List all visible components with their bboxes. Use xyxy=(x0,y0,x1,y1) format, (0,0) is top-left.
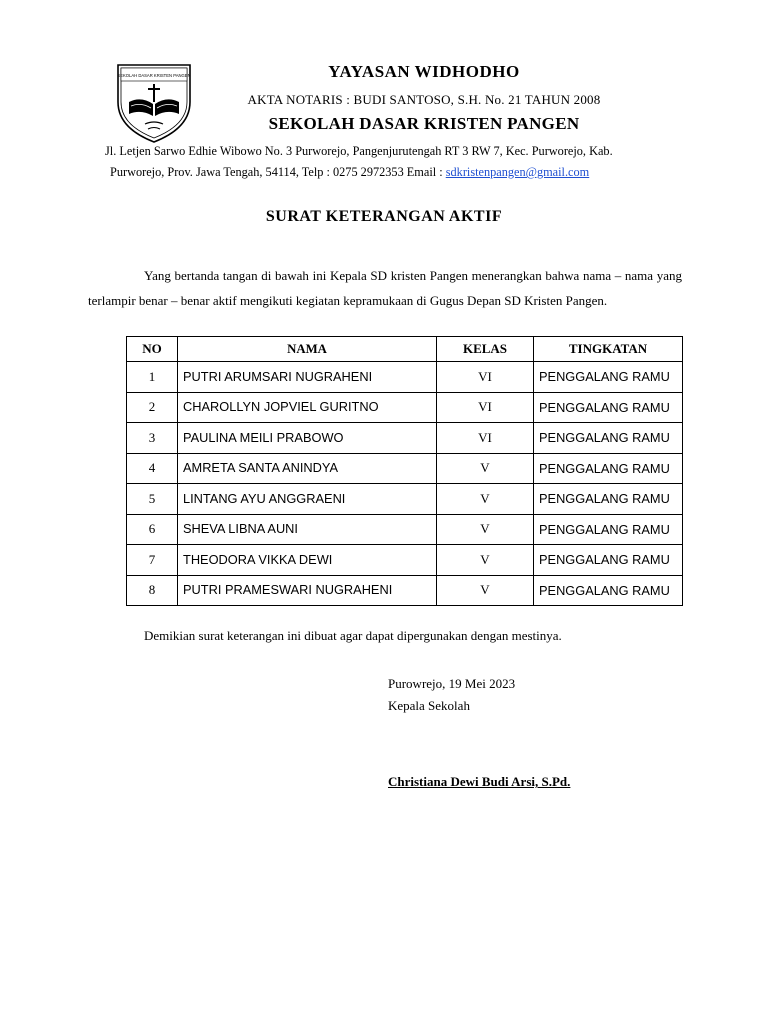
signatory-name: Christiana Dewi Budi Arsi, S.Pd. xyxy=(388,774,571,789)
address-line-2 xyxy=(110,165,589,180)
member-table xyxy=(126,336,683,606)
notary-info: AKTA NOTARIS : BUDI SANTOSO, S.H. No. 21 TAHUN 2008 xyxy=(247,92,601,107)
cell-no: 6 xyxy=(127,514,178,545)
logo-text: SEKOLAH DASAR KRISTEN PANGEN xyxy=(117,73,191,78)
cell-no: 5 xyxy=(127,484,178,515)
cell-tingkatan: PENGGALANG RAMU xyxy=(534,484,683,515)
table-row xyxy=(127,484,683,515)
cell-kelas: V xyxy=(437,484,534,515)
table-row xyxy=(127,545,683,576)
cell-tingkatan: PENGGALANG RAMU xyxy=(534,392,683,423)
cell-no: 7 xyxy=(127,545,178,576)
cell-no: 8 xyxy=(127,575,178,606)
signature-role: Kepala Sekolah xyxy=(388,698,470,713)
header-nama: NAMA xyxy=(178,337,437,362)
table-row xyxy=(127,453,683,484)
cell-nama: AMRETA SANTA ANINDYA xyxy=(178,453,437,484)
header-kelas: KELAS xyxy=(437,337,534,362)
signature-place-date: Purowrejo, 19 Mei 2023 xyxy=(388,676,516,691)
cell-kelas: VI xyxy=(437,392,534,423)
cell-nama: LINTANG AYU ANGGRAENI xyxy=(178,484,437,515)
table-row xyxy=(127,514,683,545)
cell-kelas: V xyxy=(437,575,534,606)
cell-kelas: V xyxy=(437,545,534,576)
cell-kelas: V xyxy=(437,453,534,484)
cell-tingkatan: PENGGALANG RAMU xyxy=(534,362,683,393)
cell-kelas: VI xyxy=(437,423,534,454)
cell-nama: PUTRI PRAMESWARI NUGRAHENI xyxy=(178,575,437,606)
table-row xyxy=(127,392,683,423)
table-row xyxy=(127,423,683,454)
cell-kelas: VI xyxy=(437,362,534,393)
email-link[interactable]: sdkristenpangen@gmail.com xyxy=(445,165,590,179)
cell-nama: CHAROLLYN JOPVIEL GURITNO xyxy=(178,392,437,423)
cell-tingkatan: PENGGALANG RAMU xyxy=(534,545,683,576)
table-row xyxy=(127,362,683,393)
cell-nama: SHEVA LIBNA AUNI xyxy=(178,514,437,545)
cell-tingkatan: PENGGALANG RAMU xyxy=(534,575,683,606)
school-logo xyxy=(115,62,193,144)
cell-no: 1 xyxy=(127,362,178,393)
cell-tingkatan: PENGGALANG RAMU xyxy=(534,423,683,454)
organization-name: YAYASAN WIDHODHO xyxy=(328,62,520,81)
cell-no: 2 xyxy=(127,392,178,423)
school-name: SEKOLAH DASAR KRISTEN PANGEN xyxy=(268,114,580,133)
cell-no: 3 xyxy=(127,423,178,454)
cell-tingkatan: PENGGALANG RAMU xyxy=(534,453,683,484)
address-line-2-text: Purworejo, Prov. Jawa Tengah, 54114, Telp : 0275 2972353 Email : xyxy=(110,165,446,179)
cell-no: 4 xyxy=(127,453,178,484)
address-line-1: Jl. Letjen Sarwo Edhie Wibowo No. 3 Purworejo, Pangenjurutengah RT 3 RW 7, Kec. Purworejo, Kab. xyxy=(105,144,613,158)
cell-nama: PAULINA MEILI PRABOWO xyxy=(178,423,437,454)
closing-statement: Demikian surat keterangan ini dibuat agar dapat dipergunakan dengan mestinya. xyxy=(144,628,562,643)
header-no: NO xyxy=(127,337,178,362)
header-tingkatan: TINGKATAN xyxy=(534,337,683,362)
cell-kelas: V xyxy=(437,514,534,545)
cell-nama: PUTRI ARUMSARI NUGRAHENI xyxy=(178,362,437,393)
cell-nama: THEODORA VIKKA DEWI xyxy=(178,545,437,576)
table-header-row xyxy=(127,337,683,362)
intro-paragraph: Yang bertanda tangan di bawah ini Kepala SD kristen Pangen menerangkan bahwa nama – nama yang terlampir benar – benar aktif mengikuti kegiatan kepramukaan di Gugus Depan SD Kristen Pangen. xyxy=(88,268,682,308)
cell-tingkatan: PENGGALANG RAMU xyxy=(534,514,683,545)
document-title: SURAT KETERANGAN AKTIF xyxy=(265,208,503,225)
table-row xyxy=(127,575,683,606)
